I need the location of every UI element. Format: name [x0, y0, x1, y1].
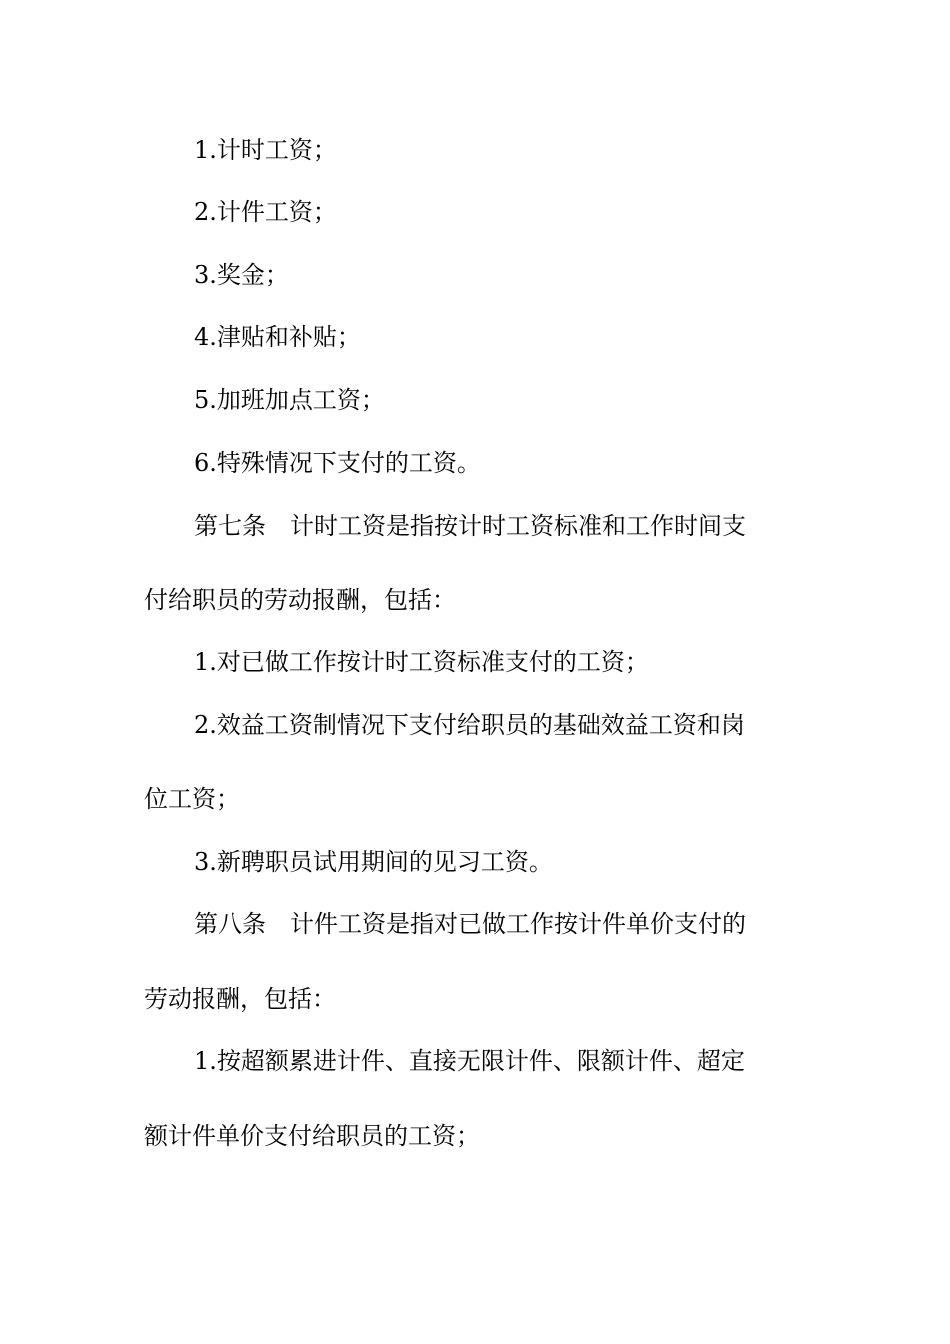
- paragraph-line: 3.奖金；: [194, 261, 289, 289]
- paragraph-line: 1.计时工资；: [194, 136, 337, 164]
- paragraph-line: 2.效益工资制情况下支付给职员的基础效益工资和岗: [194, 711, 745, 739]
- paragraph-line: 额计件单价支付给职员的工资；: [144, 1122, 480, 1150]
- paragraph-line: 1.按超额累进计件、直接无限计件、限额计件、超定: [194, 1047, 745, 1075]
- paragraph-line: 2.计件工资；: [194, 198, 337, 226]
- paragraph-line: 3.新聘职员试用期间的见习工资。: [194, 848, 553, 876]
- paragraph-line: 1.对已做工作按计时工资标准支付的工资；: [194, 648, 649, 676]
- paragraph-line: 位工资；: [144, 785, 240, 813]
- paragraph-line: 劳动报酬，包括：: [144, 985, 336, 1013]
- article-heading-line: 第八条 计件工资是指对已做工作按计件单价支付的: [194, 910, 746, 938]
- paragraph-line: 6.特殊情况下支付的工资。: [194, 449, 481, 477]
- paragraph-line: 4.津贴和补贴；: [194, 323, 361, 351]
- article-heading-line: 第七条 计时工资是指按计时工资标准和工作时间支: [194, 512, 746, 540]
- paragraph-line: 5.加班加点工资；: [194, 386, 385, 414]
- paragraph-line: 付给职员的劳动报酬，包括：: [144, 586, 456, 614]
